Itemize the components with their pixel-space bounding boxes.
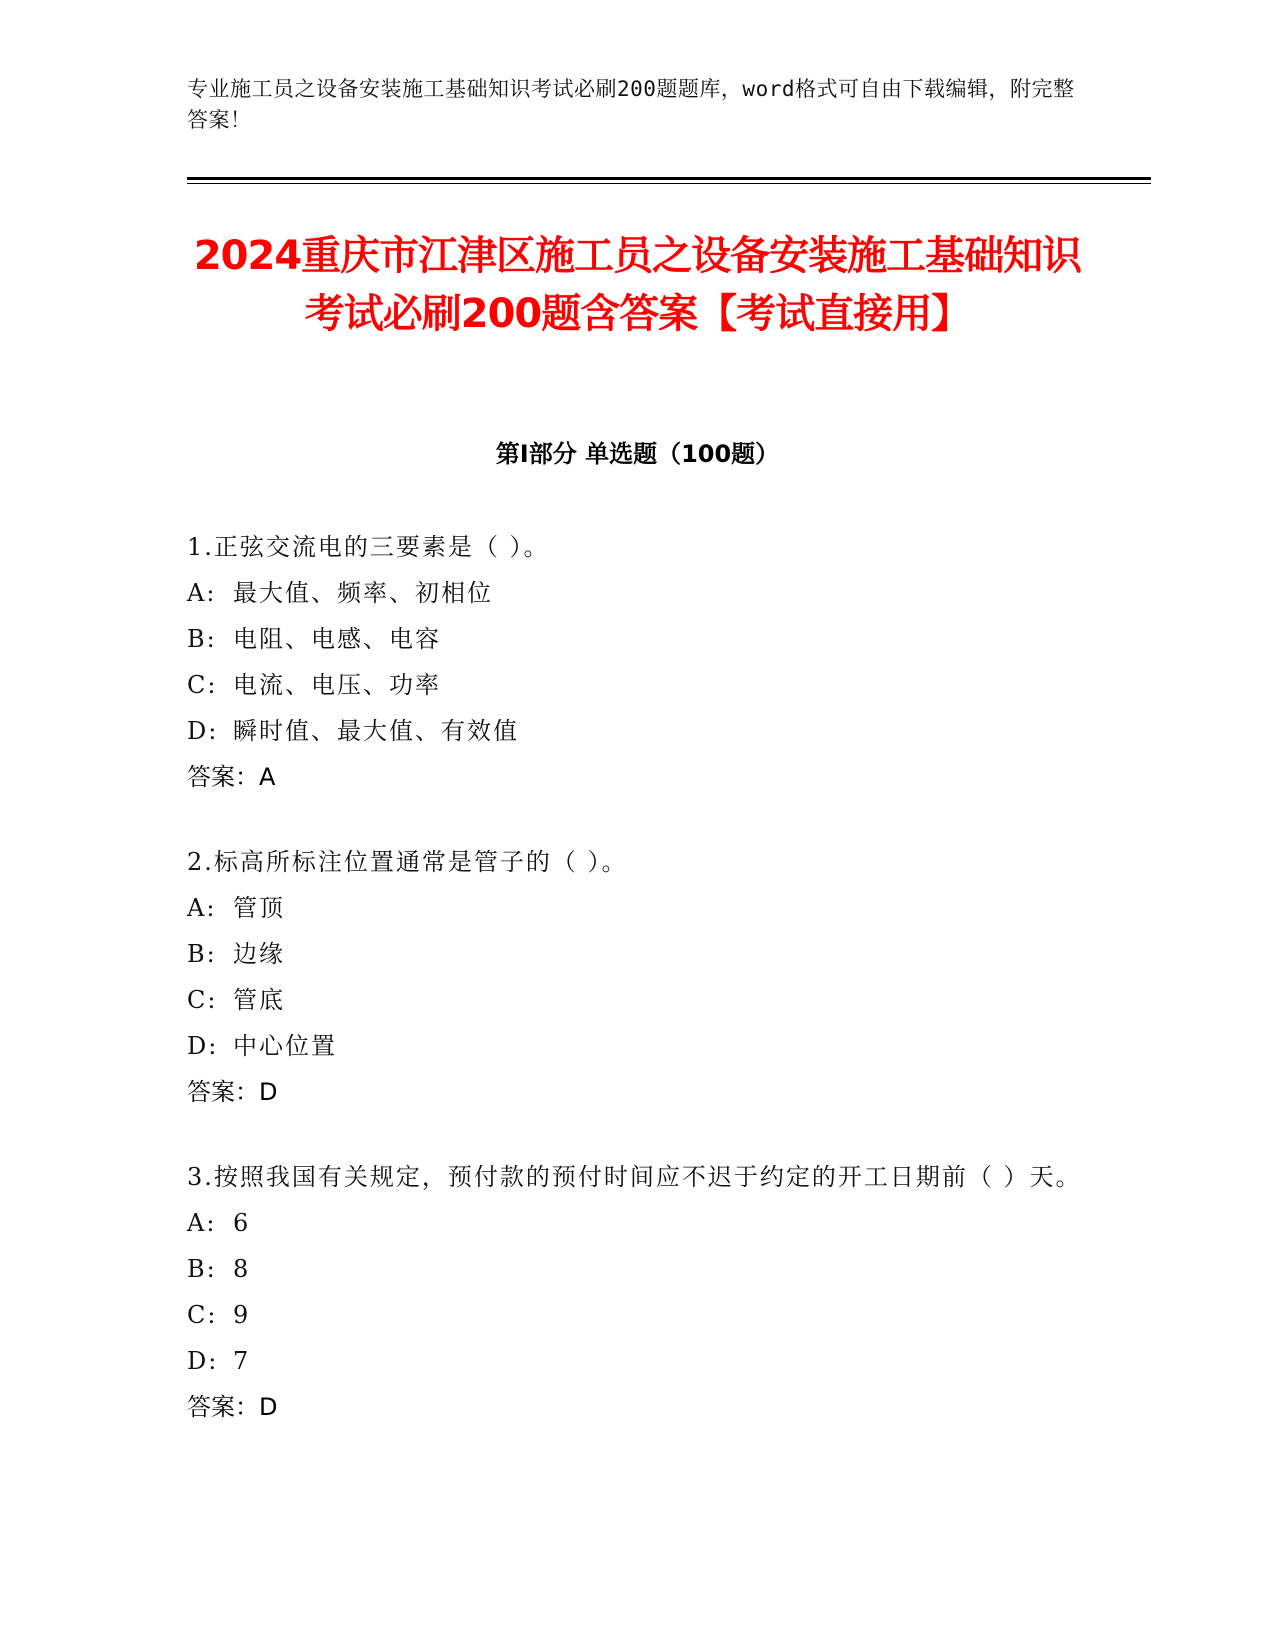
- document-title: 2024重庆市江津区施工员之设备安装施工基础知识考试必刷200题含答案【考试直接用】: [193, 233, 1082, 337]
- header-rule-thin: [187, 183, 1151, 184]
- option-a: [187, 885, 1087, 931]
- option-letter: A:: [187, 579, 217, 607]
- option-c: [187, 662, 1087, 708]
- option-d: [187, 1338, 1087, 1384]
- option-text: 6: [233, 1209, 251, 1237]
- option-letter: C:: [187, 671, 218, 699]
- option-letter: A:: [187, 894, 217, 922]
- option-a: [187, 570, 1087, 616]
- option-text: 瞬时值、最大值、有效值: [233, 717, 519, 745]
- section-title: 第I部分 单选题（100题）: [495, 440, 780, 468]
- question-list: [187, 524, 1087, 1469]
- option-letter: B:: [187, 940, 217, 968]
- option-letter: A:: [187, 1209, 217, 1237]
- option-letter: B:: [187, 625, 217, 653]
- question-item: [187, 524, 1087, 800]
- option-letter: D:: [187, 1032, 219, 1060]
- option-a: [187, 1200, 1087, 1246]
- option-c: [187, 1292, 1087, 1338]
- option-text: 9: [233, 1301, 251, 1329]
- answer-line: 答案：D: [187, 1393, 278, 1421]
- header-note: 专业施工员之设备安装施工基础知识考试必刷200题题库，word格式可自由下载编辑，附完整答案！: [187, 77, 1075, 132]
- option-c: [187, 977, 1087, 1023]
- question-item: [187, 1154, 1087, 1430]
- header-rule-thick: [187, 177, 1151, 180]
- option-letter: D:: [187, 1347, 219, 1375]
- option-letter: D:: [187, 717, 219, 745]
- question-stem: 3.按照我国有关规定，预付款的预付时间应不迟于约定的开工日期前（ ）天。: [187, 1163, 1082, 1191]
- option-d: [187, 1023, 1087, 1069]
- option-b: [187, 931, 1087, 977]
- answer-line: 答案：D: [187, 1078, 278, 1106]
- option-text: 边缘: [233, 940, 285, 968]
- option-text: 8: [233, 1255, 251, 1283]
- option-text: 管底: [233, 986, 285, 1014]
- option-text: 7: [233, 1347, 251, 1375]
- option-d: [187, 708, 1087, 754]
- option-text: 电阻、电感、电容: [233, 625, 441, 653]
- question-stem: 1.正弦交流电的三要素是（ ）。: [187, 533, 550, 561]
- option-letter: B:: [187, 1255, 217, 1283]
- option-text: 电流、电压、功率: [233, 671, 441, 699]
- option-letter: C:: [187, 986, 218, 1014]
- option-b: [187, 1246, 1087, 1292]
- option-text: 中心位置: [233, 1032, 337, 1060]
- answer-line: 答案：A: [187, 763, 276, 791]
- question-stem: 2.标高所标注位置通常是管子的（ ）。: [187, 848, 628, 876]
- option-text: 管顶: [233, 894, 285, 922]
- option-b: [187, 616, 1087, 662]
- option-letter: C:: [187, 1301, 218, 1329]
- question-item: [187, 839, 1087, 1115]
- option-text: 最大值、频率、初相位: [233, 579, 493, 607]
